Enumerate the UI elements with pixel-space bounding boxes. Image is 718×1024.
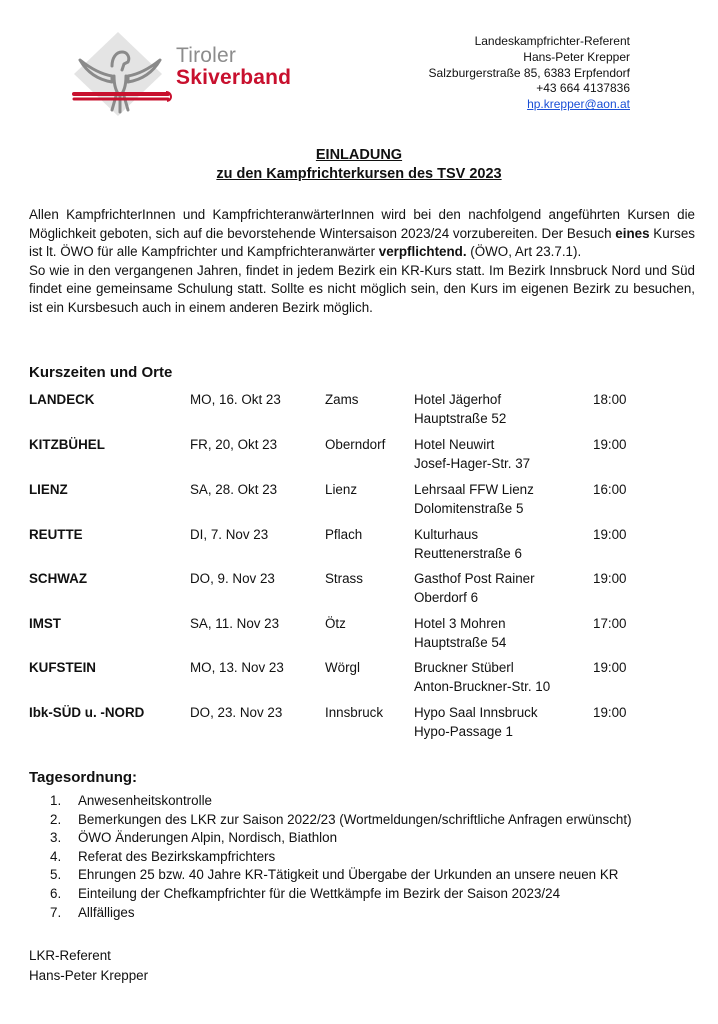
course-venue-street: Hauptstraße 54 xyxy=(414,635,507,650)
agenda-item-text: Referat des Bezirkskampfrichters xyxy=(78,848,276,864)
sender-address-block xyxy=(429,34,630,113)
course-venue xyxy=(414,614,506,652)
course-venue xyxy=(414,658,550,696)
document-title: EINLADUNG xyxy=(315,147,403,163)
signature-role: LKR-Referent xyxy=(29,948,111,963)
course-row xyxy=(29,435,699,475)
sender-phone: +43 664 4137836 xyxy=(536,81,630,96)
course-town: Wörgl xyxy=(325,660,360,675)
intro-paragraph-1 xyxy=(29,206,695,262)
sender-address: Salzburgerstraße 85, 6383 Erpfendorf xyxy=(428,65,630,80)
intro-paragraph-2: So wie in den vergangenen Jahren, findet in jedem Bezirk ein KR-Kurs statt. Im Bezirk Innsbruck Nord und Süd findet eine gemeinsame Schulung statt. Sollte es nicht möglich sein, den Kurs im eigenen Bezirk zu besuchen, ist ein Kursbesuch auch in einem anderen Bezirk möglich. xyxy=(29,262,695,315)
agenda-heading: Tagesordnung: xyxy=(29,769,138,786)
course-date: FR, 20, Okt 23 xyxy=(190,437,278,452)
course-district: LIENZ xyxy=(29,482,68,497)
course-town: Innsbruck xyxy=(325,705,384,720)
intro-text-segment: Kurses ist lt. ÖWO für alle Kampfrichter und Kampfrichteranwärter xyxy=(29,225,695,260)
tiroler-skiverband-logo xyxy=(66,26,292,118)
agenda-item-text: Bemerkungen des LKR zur Saison 2022/23 (Wortmeldungen/schriftliche Anfragen erwünscht) xyxy=(78,811,632,827)
sender-name: Hans-Peter Krepper xyxy=(523,49,630,64)
agenda-item xyxy=(50,885,632,904)
agenda-item xyxy=(50,792,632,811)
course-row xyxy=(29,614,699,654)
agenda-item-text: Anwesenheitskontrolle xyxy=(78,793,212,808)
logo-text-tiroler: Tiroler xyxy=(176,44,237,67)
course-district: REUTTE xyxy=(29,527,83,542)
course-venue xyxy=(414,480,534,518)
course-town: Ötz xyxy=(325,616,346,631)
course-venue-name: Gasthof Post Rainer xyxy=(414,571,535,586)
course-time: 19:00 xyxy=(593,437,627,452)
course-district: KITZBÜHEL xyxy=(29,437,105,452)
document-subtitle: zu den Kampfrichterkursen des TSV 2023 xyxy=(216,166,502,182)
course-venue-street: Reuttenerstraße 6 xyxy=(414,546,522,561)
signature-name: Hans-Peter Krepper xyxy=(29,967,149,983)
agenda-item-number: 6. xyxy=(50,885,62,901)
eagle-emblem-icon xyxy=(66,26,176,118)
signature-block xyxy=(29,946,148,985)
course-row xyxy=(29,390,699,430)
agenda-list xyxy=(50,792,632,922)
intro-text-segment: Allen KampfrichterInnen und KampfrichteranwärterInnen wird bei den nachfolgend angeführten Kursen die Möglichkeit geboten, sich auf die bevorstehende Wintersaison 2023/24 vorzubereiten. Der Besuch xyxy=(29,207,695,241)
course-venue-street: Hauptstraße 52 xyxy=(414,411,507,426)
course-date: SA, 28. Okt 23 xyxy=(190,482,278,497)
agenda-item-text: Einteilung der Chefkampfrichter für die Wettkämpfe im Bezirk der Saison 2023/24 xyxy=(78,885,561,901)
agenda-item xyxy=(50,904,632,923)
course-venue-street: Dolomitenstraße 5 xyxy=(414,501,524,516)
agenda-item-number: 5. xyxy=(50,867,62,883)
course-town: Oberndorf xyxy=(325,437,386,452)
course-venue-name: Bruckner Stüberl xyxy=(414,660,514,675)
course-time: 19:00 xyxy=(593,705,627,720)
course-venue-street: Hypo-Passage 1 xyxy=(414,724,513,739)
course-venue-street: Oberdorf 6 xyxy=(414,590,479,605)
sender-role: Landeskampfrichter-Referent xyxy=(474,34,630,48)
course-time: 19:00 xyxy=(593,571,627,586)
course-venue xyxy=(414,435,530,473)
course-town: Lienz xyxy=(325,482,358,497)
agenda-item xyxy=(50,848,632,867)
course-venue xyxy=(414,569,535,607)
course-time: 16:00 xyxy=(593,482,627,497)
agenda-item-text: Allfälliges xyxy=(78,904,135,920)
course-district: KUFSTEIN xyxy=(29,660,96,675)
agenda-item xyxy=(50,811,632,830)
course-row xyxy=(29,480,699,520)
intro-text-segment: (ÖWO, Art 23.7.1). xyxy=(466,244,582,260)
intro-emphasis-verpflichtend: verpflichtend. xyxy=(378,244,467,260)
agenda-item-number: 4. xyxy=(50,848,62,864)
course-date: MO, 13. Nov 23 xyxy=(190,660,284,675)
course-district: IMST xyxy=(29,616,61,631)
agenda-item-number: 7. xyxy=(50,904,62,920)
course-time: 18:00 xyxy=(593,392,627,407)
agenda-item-number: 3. xyxy=(50,830,62,846)
course-venue-name: Hypo Saal Innsbruck xyxy=(414,705,538,720)
course-district: LANDECK xyxy=(29,392,95,407)
agenda-item-text: Ehrungen 25 bzw. 40 Jahre KR-Tätigkeit und Übergabe der Urkunden an unsere neuen KR xyxy=(78,867,619,883)
course-row xyxy=(29,703,699,743)
course-venue-name: Lehrsaal FFW Lienz xyxy=(414,482,534,497)
course-date: DO, 9. Nov 23 xyxy=(190,571,275,586)
course-row xyxy=(29,525,699,565)
agenda-item xyxy=(50,866,632,885)
intro-emphasis-eines: eines xyxy=(615,225,650,241)
course-venue-name: Hotel Neuwirt xyxy=(414,437,495,452)
course-venue-name: Hotel Jägerhof xyxy=(414,392,502,407)
course-row xyxy=(29,569,699,609)
agenda-item-text: ÖWO Änderungen Alpin, Nordisch, Biathlon xyxy=(78,830,338,846)
courses-heading: Kurszeiten und Orte xyxy=(29,364,173,381)
course-venue xyxy=(414,703,538,741)
course-date: DI, 7. Nov 23 xyxy=(190,527,269,542)
course-town: Zams xyxy=(325,392,359,407)
course-time: 19:00 xyxy=(593,660,627,675)
course-time: 19:00 xyxy=(593,527,627,542)
course-venue-street: Anton-Bruckner-Str. 10 xyxy=(414,679,551,694)
course-district: Ibk-SÜD u. -NORD xyxy=(29,705,145,720)
course-town: Strass xyxy=(325,571,363,586)
agenda-item-number: 1. xyxy=(50,793,62,808)
course-venue-name: Kulturhaus xyxy=(414,527,479,542)
logo-text-skiverband: Skiverband xyxy=(176,66,292,89)
course-venue-street: Josef-Hager-Str. 37 xyxy=(414,456,531,471)
course-town: Pflach xyxy=(325,527,363,542)
course-date: SA, 11. Nov 23 xyxy=(190,616,280,631)
course-district: SCHWAZ xyxy=(29,571,88,586)
course-date: MO, 16. Okt 23 xyxy=(190,392,281,407)
course-venue-name: Hotel 3 Mohren xyxy=(414,616,506,631)
course-date: DO, 23. Nov 23 xyxy=(190,705,283,720)
course-row xyxy=(29,658,699,698)
agenda-item-number: 2. xyxy=(50,811,62,827)
agenda-item xyxy=(50,829,632,848)
course-venue xyxy=(414,525,522,563)
sender-email-link[interactable]: hp.krepper@aon.at xyxy=(527,97,630,112)
course-time: 17:00 xyxy=(593,616,627,631)
intro-text xyxy=(29,206,695,318)
course-venue xyxy=(414,390,506,428)
